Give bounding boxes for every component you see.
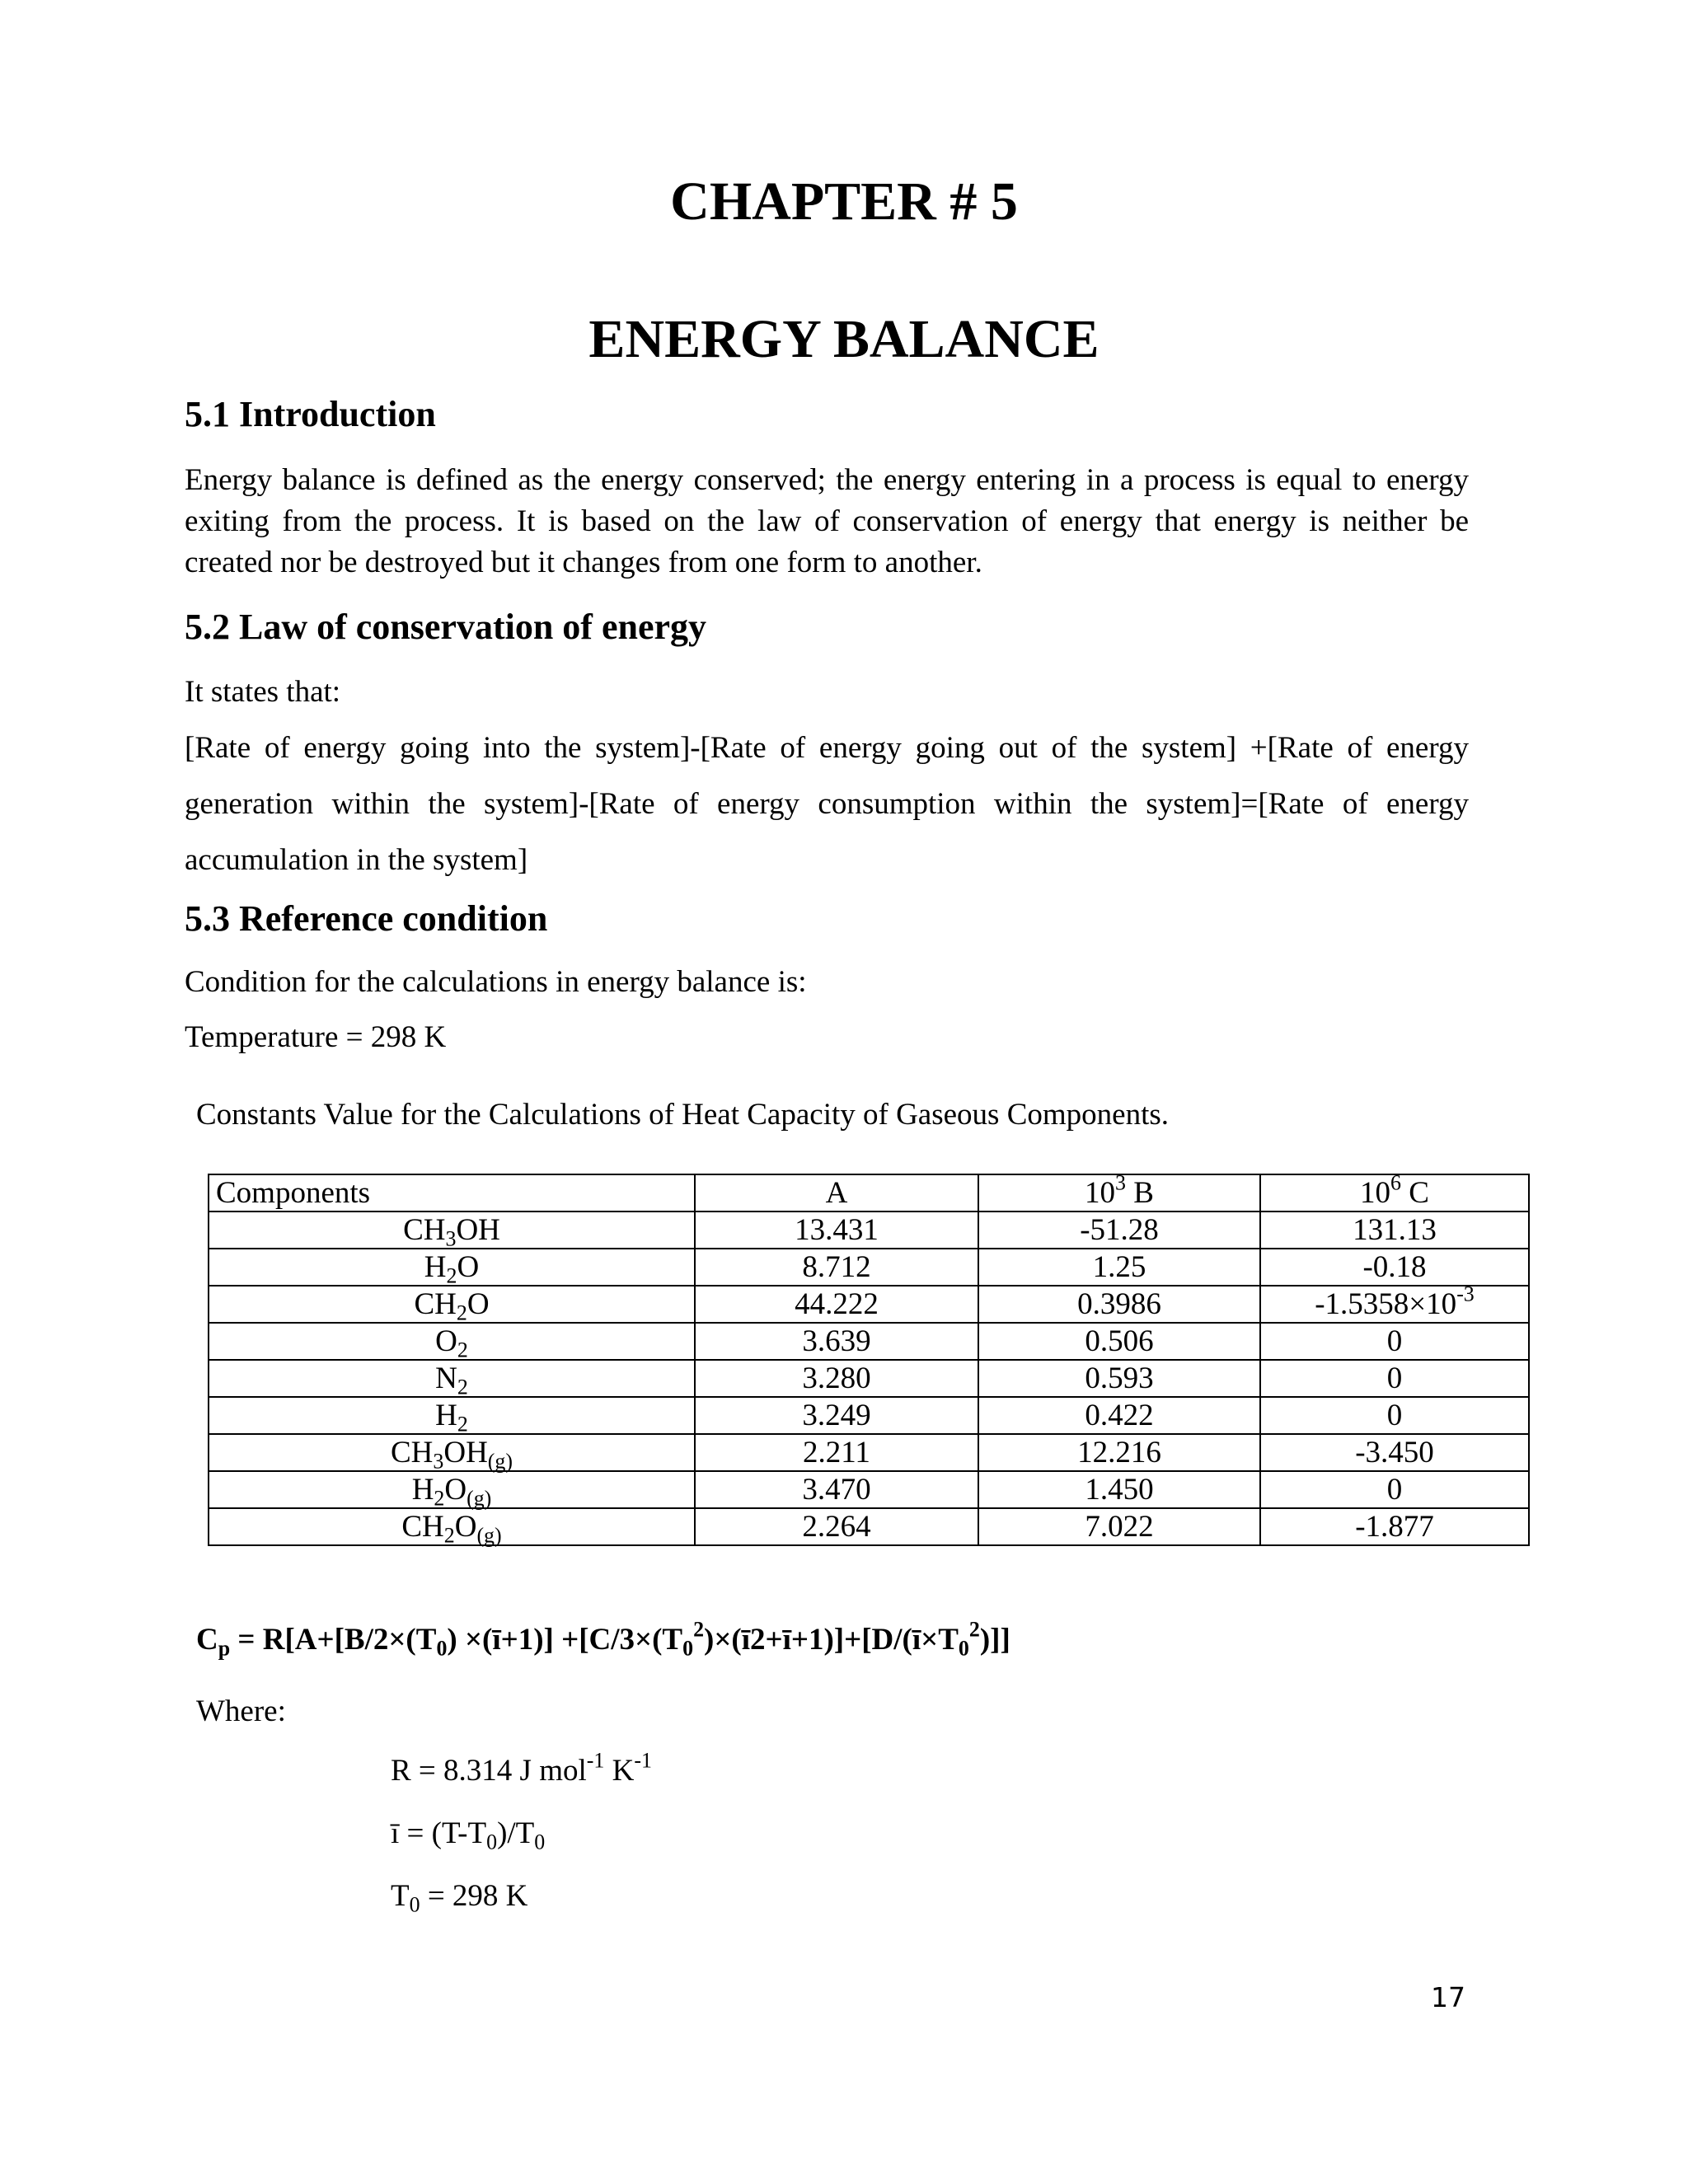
constant-a-cell: 3.470 [695, 1471, 978, 1508]
constant-b-cell: 0.422 [978, 1397, 1260, 1434]
header-a: A [695, 1174, 978, 1212]
component-formula: $H_2O$ [209, 1249, 695, 1286]
constant-b-cell: 0.506 [978, 1323, 1260, 1360]
table-row [209, 1286, 1529, 1323]
component-formula: $CH_2O_{(g)}$ [209, 1508, 695, 1545]
constant-b-cell: 1.450 [978, 1471, 1260, 1508]
table-row [209, 1360, 1529, 1397]
heat-capacity-table [208, 1170, 1530, 1548]
constant-c-cell: -3.450 [1260, 1434, 1529, 1471]
constant-b-cell: 1.25 [978, 1249, 1260, 1286]
table-row [209, 1397, 1529, 1434]
where-label: Where: [196, 1694, 286, 1728]
law-states-text: It states that: [185, 675, 341, 709]
constant-c-cell: 0 [1260, 1360, 1529, 1397]
constant-b-cell: -51.28 [978, 1212, 1260, 1249]
reference-temperature: Temperature = 298 K [185, 1020, 447, 1054]
component-formula: $CH_3OH_{(g)}$ [209, 1434, 695, 1471]
constant-c-cell: 0 [1260, 1471, 1529, 1508]
table-row [209, 1212, 1529, 1249]
heat-capacity-formula: $C_p = R[A+[B/2\times(T_0)$ ×(ī+1)] $+[C/3\times(T_0^2)\times(ī2+ī+1)]+[D/(ī\times T_0^2)]$] [196, 1617, 1010, 1661]
table-caption: Constants Value for the Calculations of Heat Capacity of Gaseous Components. [196, 1098, 1170, 1132]
table-row [209, 1323, 1529, 1360]
page-number: 17 [1431, 1981, 1465, 2013]
constant-a-cell: 8.712 [695, 1249, 978, 1286]
constant-c-cell: 131.13 [1260, 1212, 1529, 1249]
header-b: $10^3$ B [978, 1174, 1260, 1212]
constant-b-cell: 0.3986 [978, 1286, 1260, 1323]
section-heading-law: 5.2 Law of conservation of energy [185, 607, 707, 647]
table-row [209, 1249, 1529, 1286]
component-formula: $H_2$ [209, 1397, 695, 1434]
component-formula: $O_2$ [209, 1323, 695, 1360]
constant-a-cell: 3.639 [695, 1323, 978, 1360]
constant-a-cell: 44.222 [695, 1286, 978, 1323]
chapter-title: CHAPTER # 5 [670, 171, 1018, 232]
component-formula: $CH_2O$ [209, 1286, 695, 1323]
constant-b-cell: 12.216 [978, 1434, 1260, 1471]
table-row [209, 1434, 1529, 1471]
constant-c-cell: 0 [1260, 1397, 1529, 1434]
component-formula: $H_2O_{(g)}$ [209, 1471, 695, 1508]
constant-a-cell: 2.211 [695, 1434, 978, 1471]
section-heading-intro: 5.1 Introduction [185, 394, 436, 434]
constant-a-cell: 13.431 [695, 1212, 978, 1249]
constant-a-cell: 3.280 [695, 1360, 978, 1397]
component-formula: $CH_3OH$ [209, 1212, 695, 1249]
intro-paragraph: Energy balance is defined as the energy conserved; the energy entering in a process is equal to energy exiting from the process. It is based on the law of conservation of energy that energy is neither be created nor be destroyed but it changes from one form to another. [185, 463, 1469, 579]
constant-c-cell: 0 [1260, 1323, 1529, 1360]
constant-c-cell: -1.877 [1260, 1508, 1529, 1545]
table-header-row [209, 1174, 1529, 1212]
table-row [209, 1508, 1529, 1545]
component-formula: $N_2$ [209, 1360, 695, 1397]
header-c: $10^6$ C [1260, 1174, 1529, 1212]
constant-c-cell: -0.18 [1260, 1249, 1529, 1286]
header-components: Components [209, 1174, 695, 1212]
tau-definition: ī = $(T-T_0)/T_0$ [391, 1816, 546, 1854]
reference-condition-text: Condition for the calculations in energy balance is: [185, 965, 807, 999]
constant-a-cell: 3.249 [695, 1397, 978, 1434]
constant-a-cell: 2.264 [695, 1508, 978, 1545]
chapter-subtitle: ENERGY BALANCE [588, 309, 1100, 369]
table-row [209, 1471, 1529, 1508]
gas-constant-definition: R = 8.314 J mol$^{-1}$ $K^{-1}$ [391, 1748, 652, 1788]
constant-c-cell: $-1.5358\times 10^{-3}$ [1260, 1286, 1529, 1323]
law-statement: [Rate of energy going into the system]-[Rate of energy going out of the system] +[Rate of energy generation within the system]-[Rate of energy consumption within the system]=[Rate of energy accumulation in the system] [185, 731, 1469, 877]
constant-b-cell: 0.593 [978, 1360, 1260, 1397]
reference-temperature-definition: $T_0 = 298$ K [391, 1879, 528, 1917]
section-heading-reference: 5.3 Reference condition [185, 898, 548, 939]
constant-b-cell: 7.022 [978, 1508, 1260, 1545]
